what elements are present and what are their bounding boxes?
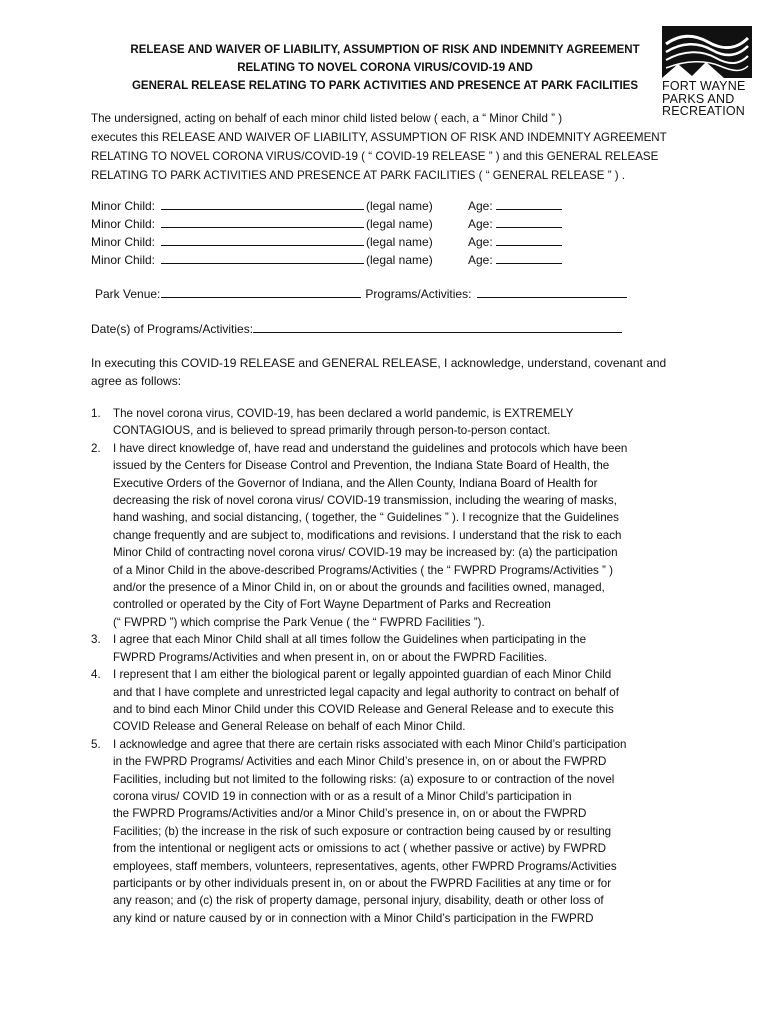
item-line: I agree that each Minor Child shall at all times follow the Guidelines when participating in the bbox=[113, 633, 587, 647]
item-line: and to bind each Minor Child under this COVID Release and General Release and to execute this bbox=[113, 702, 614, 716]
intro-line: The undersigned, acting on behalf of each minor child listed below ( each, a “ Minor Child ” ) bbox=[91, 112, 563, 125]
legal-name-label: (legal name) bbox=[366, 217, 433, 231]
title-line: RELEASE AND WAIVER OF LIABILITY, ASSUMPTION OF RISK AND INDEMNITY AGREEMENT bbox=[130, 44, 640, 56]
item-line: in the FWPRD Programs/ Activities and each Minor Child’s presence in, on or about the FWPRD bbox=[113, 755, 607, 769]
item-line: employees, staff members, volunteers, representatives, agents, other FWPRD Programs/Activities bbox=[113, 859, 617, 873]
executing-paragraph bbox=[91, 354, 691, 390]
list-item bbox=[91, 736, 691, 927]
title-line: GENERAL RELEASE RELATING TO PARK ACTIVITIES AND PRESENCE AT PARK FACILITIES bbox=[131, 80, 639, 92]
logo-line: RECREATION bbox=[662, 104, 746, 118]
age-field[interactable] bbox=[496, 197, 562, 210]
item-line: issued by the Centers for Disease Control and Prevention, the Indiana State Board of Health, the bbox=[113, 459, 610, 473]
programs-activities-field[interactable] bbox=[477, 285, 627, 298]
minor-child-name-field[interactable] bbox=[161, 215, 364, 228]
item-line: I represent that I am either the biological parent or legally appointed guardian of each Minor Child bbox=[113, 668, 612, 682]
item-line: change frequently and are subject to, modifications and revisions. I understand that the risk to each bbox=[113, 528, 622, 542]
list-item bbox=[91, 405, 691, 440]
item-line: I acknowledge and agree that there are certain risks associated with each Minor Child’s participation bbox=[113, 737, 627, 751]
age-field[interactable] bbox=[496, 233, 562, 246]
item-number: 4. bbox=[91, 668, 101, 682]
item-line: corona virus/ COVID 19 in connection with or as a result of a Minor Child’s participation in bbox=[113, 789, 572, 803]
item-line: COVID Release and General Release on behalf of each Minor Child. bbox=[113, 720, 466, 734]
item-line: any reason; and (c) the risk of property damage, personal injury, disability, death or other loss of bbox=[113, 894, 604, 908]
item-line: Facilities; (b) the increase in the risk of such exposure or contraction being caused by or resulting bbox=[113, 824, 612, 838]
intro-line: RELATING TO PARK ACTIVITIES AND PRESENCE AT PARK FACILITIES ( “ GENERAL RELEASE ” ) . bbox=[91, 169, 626, 182]
intro-line: executes this RELEASE AND WAIVER OF LIABILITY, ASSUMPTION OF RISK AND INDEMNITY AGREEMENT bbox=[91, 131, 667, 144]
item-number: 1. bbox=[91, 407, 101, 420]
minor-child-row bbox=[91, 197, 562, 215]
item-line: Facilities, including but not limited to the following risks: (a) exposure to or contraction of the novel bbox=[113, 772, 615, 786]
dates-row bbox=[91, 320, 622, 336]
age-label: Age: bbox=[468, 253, 493, 267]
list-item bbox=[91, 440, 691, 631]
fort-wayne-wave-logo-icon bbox=[662, 26, 752, 78]
minor-child-name-field[interactable] bbox=[161, 251, 364, 264]
fort-wayne-parks-logo bbox=[662, 26, 754, 118]
minor-child-label: Minor Child: bbox=[91, 253, 156, 267]
programs-activities-label: Programs/Activities: bbox=[365, 287, 472, 301]
minor-child-row bbox=[91, 215, 562, 233]
age-label: Age: bbox=[468, 235, 493, 249]
minor-child-row bbox=[91, 251, 562, 269]
park-venue-label: Park Venue: bbox=[95, 287, 161, 301]
executing-line: In executing this COVID-19 RELEASE and GENERAL RELEASE, I acknowledge, understand, covenant and bbox=[91, 356, 667, 370]
item-number: 5. bbox=[91, 737, 101, 751]
item-number: 3. bbox=[91, 633, 101, 647]
legal-name-label: (legal name) bbox=[366, 199, 433, 213]
age-label: Age: bbox=[468, 199, 493, 213]
item-line: of a Minor Child in the above-described Programs/Activities ( the “ FWPRD Programs/Activities ” ) bbox=[113, 563, 613, 577]
list-item bbox=[91, 631, 691, 666]
list-item bbox=[91, 666, 691, 736]
numbered-list bbox=[91, 405, 691, 927]
item-line: the FWPRD Programs/Activities and/or a Minor Child’s presence in, on or about the FWPRD bbox=[113, 807, 587, 821]
minor-child-name-field[interactable] bbox=[161, 197, 364, 210]
age-field[interactable] bbox=[496, 251, 562, 264]
executing-line: agree as follows: bbox=[91, 374, 182, 388]
intro-paragraph bbox=[91, 109, 691, 185]
item-line: The novel corona virus, COVID-19, has been declared a world pandemic, is EXTREMELY bbox=[113, 407, 574, 420]
item-line: (“ FWPRD ”) which comprise the Park Venue ( the “ FWPRD Facilities ”). bbox=[113, 615, 485, 629]
park-venue-field[interactable] bbox=[161, 285, 361, 298]
minor-child-label: Minor Child: bbox=[91, 199, 156, 213]
dates-label: Date(s) of Programs/Activities: bbox=[91, 322, 254, 336]
age-field[interactable] bbox=[496, 215, 562, 228]
logo-line: PARKS AND bbox=[662, 91, 735, 106]
minor-child-label: Minor Child: bbox=[91, 217, 156, 231]
minor-child-fields bbox=[91, 197, 562, 269]
item-line: FWPRD Programs/Activities and when present in, on or about the FWPRD Facilities. bbox=[113, 650, 548, 664]
item-line: Minor Child of contracting novel corona virus/ COVID-19 may be increased by: (a) the participation bbox=[113, 546, 618, 560]
age-label: Age: bbox=[468, 217, 493, 231]
item-line: hand washing, and social distancing, ( together, the “ Guidelines ” ). I recognize that the Guidelines bbox=[113, 511, 619, 525]
item-line: participants or by other individuals present in, on or about the FWPRD Facilities at any time or for bbox=[113, 876, 612, 890]
item-line: CONTAGIOUS, and is believed to spread primarily through person-to-person contact. bbox=[113, 424, 551, 438]
item-line: and/or the presence of a Minor Child in, on or about the grounds and facilities owned, managed, bbox=[113, 581, 605, 595]
document-title bbox=[95, 41, 675, 95]
logo-line: FORT WAYNE bbox=[662, 79, 746, 93]
minor-child-row bbox=[91, 233, 562, 251]
venue-row bbox=[91, 285, 627, 301]
item-line: from the intentional or negligent acts or omissions to act ( whether passive or active) by FWPRD bbox=[113, 842, 606, 856]
item-number: 2. bbox=[91, 441, 101, 455]
item-line: Executive Orders of the Governor of Indiana, and the Allen County, Indiana Board of Health for bbox=[113, 476, 598, 490]
minor-child-label: Minor Child: bbox=[91, 235, 156, 249]
item-line: I have direct knowledge of, have read and understand the guidelines and protocols which have been bbox=[113, 441, 628, 455]
legal-name-label: (legal name) bbox=[366, 253, 433, 267]
legal-name-label: (legal name) bbox=[366, 235, 433, 249]
dates-field[interactable] bbox=[253, 320, 622, 333]
item-line: any kind or nature caused by or in connection with a Minor Child’s participation in the FWPRD bbox=[113, 911, 594, 925]
item-line: decreasing the risk of novel corona virus/ COVID-19 transmission, including the wearing of masks, bbox=[113, 494, 617, 508]
item-line: and that I have complete and unrestricted legal capacity and legal authority to contract on behalf of bbox=[113, 685, 619, 699]
title-line: RELATING TO NOVEL CORONA VIRUS/COVID-19 AND bbox=[237, 62, 533, 74]
minor-child-name-field[interactable] bbox=[161, 233, 364, 246]
item-line: controlled or operated by the City of Fort Wayne Department of Parks and Recreation bbox=[113, 598, 551, 612]
intro-line: RELATING TO NOVEL CORONA VIRUS/COVID-19 ( “ COVID-19 RELEASE ” ) and this GENERAL RELEASE bbox=[91, 150, 659, 163]
